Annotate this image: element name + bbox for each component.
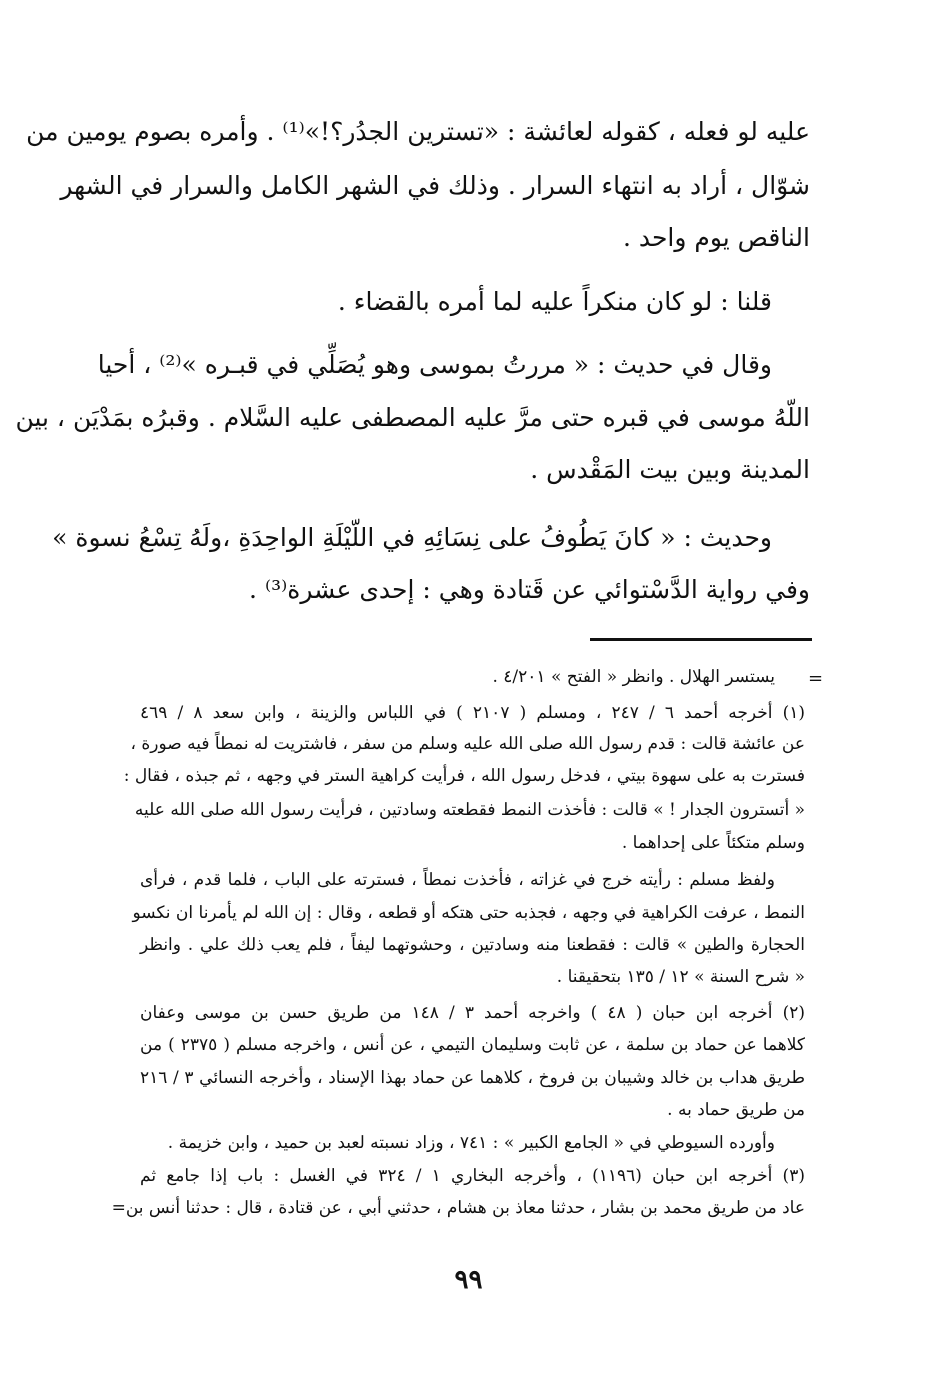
- footnote-line: (٣) أخرجه ابن حبان (١١٩٦) ، وأخرجه البخاري ١ / ٣٢٤ في الغسل : باب إذا جامع ثم: [140, 1166, 805, 1186]
- main-line: شوّال ، أراد به انتهاء السرار . وذلك في الشهر الكامل والسرار في الشهر: [60, 171, 810, 200]
- page-number: ٩٩: [454, 1265, 483, 1295]
- main-line: عليه لو فعله ، كقوله لعائشة : «تسترين الجدُر؟!»⁽¹⁾ . وأمره بصوم يومين من: [26, 117, 810, 146]
- main-line: اللّهُ موسى في قبره حتى مرَّ عليه المصطفى عليه السَّلام . وقبرُه بمَدْيَن ، بين: [15, 403, 810, 432]
- footnote-line: « شرح السنة » ١٢ / ١٣٥ بتحقيقنا .: [556, 967, 805, 987]
- continuation-mark: =: [808, 668, 824, 689]
- main-line: وقال في حديث : « مررتُ بموسى وهو يُصَلِّي في قبـره »⁽²⁾ ، أحيا: [97, 350, 772, 379]
- footnote-line: وسلم متكئاً على إحداهما .: [621, 833, 805, 853]
- main-line: المدينة وبين بيت المَقْدس .: [530, 455, 810, 484]
- main-line: وفي رواية الدَّسْتوائي عن قَتادة وهي : إحدى عشرة⁽³⁾ .: [249, 575, 810, 604]
- footnote-line: عن عائشة قالت : قدم رسول الله صلى الله عليه وسلم من سفر ، فاشتريت له نمطاً فيه صورة ،: [130, 734, 805, 754]
- footnote-line: من طريق حماد به .: [667, 1100, 805, 1120]
- footnote-line: عاد من طريق محمد بن بشار ، حدثنا معاذ بن هشام ، حدثني أبي ، عن قتادة ، قال : حدثنا أنس بن=: [111, 1198, 805, 1218]
- main-line: الناقص يوم واحد .: [622, 223, 810, 252]
- footnote-separator: [590, 638, 812, 641]
- footnote-line: وأورده السيوطي في « الجامع الكبير » : ٧٤١ ، وزاد نسبته لعبد بن حميد ، وابن خزيمة .: [167, 1133, 775, 1153]
- footnote-line: فسترت به على سهوة بيتي ، فدخل رسول الله ، فرأيت كراهية الستر في وجهه ، ثم جبذه ، فقال :: [123, 766, 805, 786]
- main-line: قلنا : لو كان منكراً عليه لما أمره بالقضاء .: [337, 287, 772, 316]
- footnote-line: يستسر الهلال . وانظر « الفتح » ٤/٢٠١ .: [492, 667, 775, 687]
- footnote-line: طريق هداب بن خالد وشيبان بن فروخ ، كلاهما عن حماد بهذا الإسناد ، وأخرجه النسائي ٣ / ٢١٦: [140, 1068, 805, 1088]
- footnote-line: « أتسترون الجدار ! » قالت : فأخذت النمط فقطعته وسادتين ، فرأيت رسول الله صلى الله عليه: [134, 800, 805, 820]
- footnote-line: ولفظ مسلم : رأيته خرج في غزاته ، فأخذت نمطاً ، فسترته على الباب ، فلما قدم ، فرأى: [140, 870, 775, 890]
- footnote-line: (١) أخرجه أحمد ٦ / ٢٤٧ ، ومسلم ( ٢١٠٧ ) في اللباس والزينة ، وابن سعد ٨ / ٤٦٩: [140, 703, 805, 723]
- footnote-line: النمط ، عرفت الكراهية في وجهه ، فجذبه حتى هتكه أو قطعه ، وقال : إن الله لم يأمرنا ان نكسو: [132, 903, 805, 923]
- footnote-line: الحجارة والطين » قالت : فقطعنا منه وسادتين ، وحشوتهما ليفاً ، فلم يعب ذلك علي . وانظر: [140, 935, 805, 955]
- main-line: وحديث : « كانَ يَطُوفُ على نِسَائِهِ في اللّيْلَةِ الواحِدَةِ ،ولَهُ تِسْعُ نسوة »: [52, 523, 772, 552]
- footnote-line: (٢) أخرجه ابن حبان ( ٤٨ ) واخرجه أحمد ٣ / ١٤٨ من طريق حسن بن موسى وعفان: [140, 1003, 805, 1023]
- footnote-line: كلاهما عن حماد بن سلمة ، عن ثابت وسليمان التيمي ، عن أنس ، واخرجه مسلم ( ٢٣٧٥ ) من: [140, 1035, 805, 1055]
